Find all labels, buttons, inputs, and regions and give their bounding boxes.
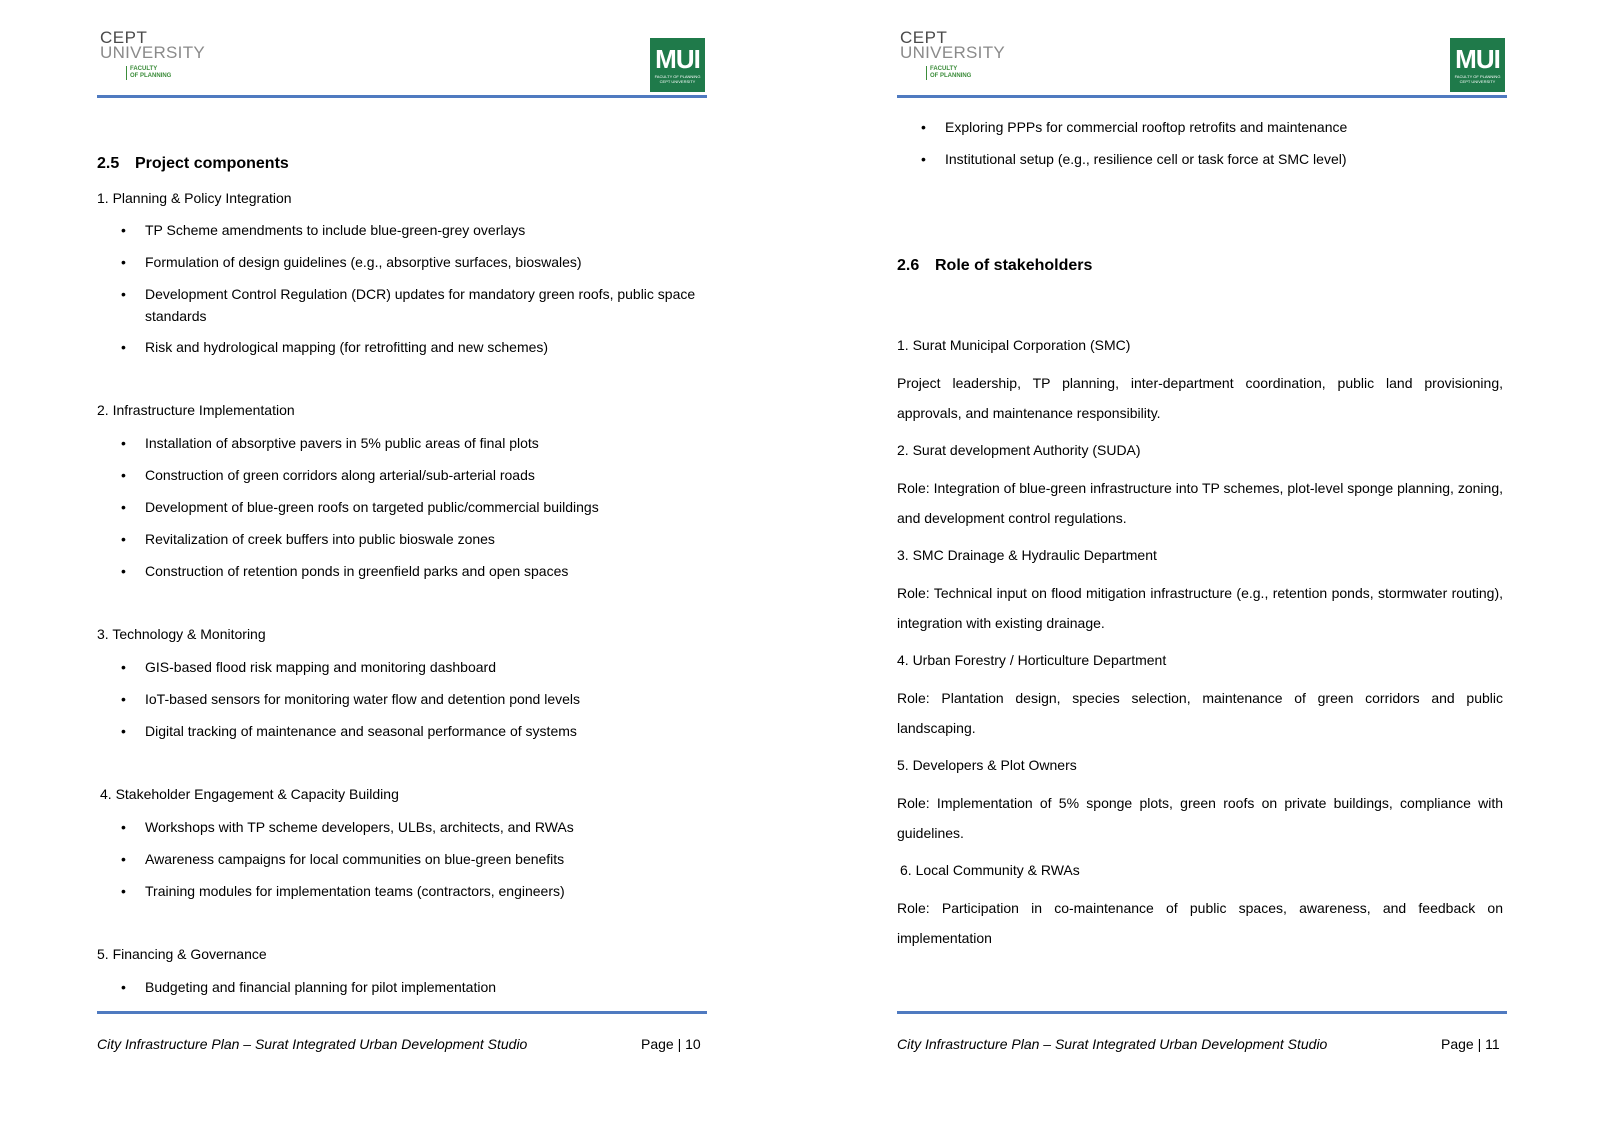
- bullet-icon: •: [121, 222, 126, 238]
- section-heading: [97, 155, 289, 173]
- bullet-icon: •: [121, 563, 126, 579]
- stakeholder-role: Project leadership, TP planning, inter-department coordination, public land provisioning, approvals, and maintenance responsibility.: [897, 375, 1503, 421]
- bullet-icon: •: [121, 286, 126, 302]
- cept-university-logo: [900, 28, 1006, 84]
- stakeholder-role: Role: Implementation of 5% sponge plots, green roofs on private buildings, compliance with guidelines.: [897, 795, 1503, 841]
- list-item-text: TP Scheme amendments to include blue-green-grey overlays: [145, 222, 526, 238]
- mui-logo-text: MUI: [655, 44, 700, 74]
- list-item-text: Digital tracking of maintenance and seasonal performance of systems: [145, 723, 577, 739]
- list-item-text: GIS-based flood risk mapping and monitoring dashboard: [145, 659, 496, 675]
- list-item-text: Formulation of design guidelines (e.g., absorptive surfaces, bioswales): [145, 254, 582, 270]
- list-item-text: IoT-based sensors for monitoring water flow and detention pond levels: [145, 691, 581, 707]
- group-title: 2. Infrastructure Implementation: [97, 402, 295, 418]
- bullet-icon: •: [121, 819, 126, 835]
- list-item-text: Awareness campaigns for local communities on blue-green benefits: [145, 851, 565, 867]
- mui-logo: [1450, 38, 1505, 92]
- section-number: 2.5: [97, 155, 120, 172]
- footer-rule: [897, 1011, 1507, 1014]
- cept-logo-bar: [926, 66, 927, 80]
- list-item-text: Training modules for implementation teams (contractors, engineers): [145, 883, 565, 899]
- bullet-icon: •: [121, 659, 126, 675]
- cept-logo-line2: UNIVERSITY: [900, 43, 1006, 62]
- bullet-icon: •: [121, 339, 126, 355]
- stakeholder-role: Role: Plantation design, species selection, maintenance of green corridors and public landscaping.: [897, 690, 1503, 736]
- cept-logo-bar: [126, 66, 127, 80]
- group-title: 5. Financing & Governance: [97, 946, 267, 962]
- bullet-icon: •: [121, 723, 126, 739]
- cept-logo-line2: UNIVERSITY: [100, 43, 206, 62]
- footer-title: City Infrastructure Plan – Surat Integrated Urban Development Studio: [97, 1036, 528, 1052]
- bullet-icon: •: [121, 531, 126, 547]
- bullet-icon: •: [121, 254, 126, 270]
- list-item-text: Budgeting and financial planning for pilot implementation: [145, 979, 497, 995]
- page-number: Page | 11: [1441, 1036, 1500, 1052]
- list-item-text: Development of blue-green roofs on targeted public/commercial buildings: [145, 499, 599, 515]
- right-page: [800, 0, 1600, 1131]
- cept-logo-faculty: FACULTY OF PLANNING: [130, 66, 172, 79]
- bullet-icon: •: [121, 435, 126, 451]
- bullet-icon: •: [121, 691, 126, 707]
- cept-logo-line1: CEPT: [900, 28, 948, 47]
- footer-title: City Infrastructure Plan – Surat Integrated Urban Development Studio: [897, 1036, 1328, 1052]
- stakeholder-name: 1. Surat Municipal Corporation (SMC): [897, 337, 1131, 353]
- list-item-text: Construction of green corridors along arterial/sub-arterial roads: [145, 467, 535, 483]
- list-item-text: Risk and hydrological mapping (for retrofitting and new schemes): [145, 339, 549, 355]
- bullet-icon: •: [121, 883, 126, 899]
- cept-logo-faculty: FACULTY OF PLANNING: [930, 66, 972, 79]
- mui-logo: [650, 38, 705, 92]
- stakeholder-role: Role: Participation in co-maintenance of public spaces, awareness, and feedback on implementation: [897, 900, 1503, 946]
- mui-logo-text: MUI: [1455, 44, 1500, 74]
- page-number: Page | 10: [641, 1036, 701, 1052]
- mui-logo-subtext: FACULTY OF PLANNING CEPT UNIVERSITY: [1454, 74, 1501, 84]
- footer-rule: [97, 1011, 707, 1014]
- bullet-icon: •: [921, 119, 926, 135]
- group-title: 1. Planning & Policy Integration: [97, 190, 292, 206]
- cept-logo-line1: CEPT: [100, 28, 148, 47]
- mui-logo-subtext: FACULTY OF PLANNING CEPT UNIVERSITY: [654, 74, 701, 84]
- stakeholder-role: Role: Technical input on flood mitigation infrastructure (e.g., retention ponds, stormwater routing), integration with existing drainage.: [897, 585, 1503, 631]
- group-title: 4. Stakeholder Engagement & Capacity Building: [100, 786, 399, 802]
- list-item-text: Installation of absorptive pavers in 5% public areas of final plots: [145, 435, 539, 451]
- list-item-text: Exploring PPPs for commercial rooftop retrofits and maintenance: [945, 119, 1348, 135]
- section-heading: [897, 257, 1092, 275]
- list-item-text: Workshops with TP scheme developers, ULBs, architects, and RWAs: [145, 819, 574, 835]
- bullet-icon: •: [121, 851, 126, 867]
- stakeholder-name: 5. Developers & Plot Owners: [897, 757, 1077, 773]
- stakeholder-role: Role: Integration of blue-green infrastructure into TP schemes, plot-level sponge planning, zoning, and development control regulations.: [897, 480, 1503, 526]
- bullet-icon: •: [121, 979, 126, 995]
- header-rule: [97, 95, 707, 98]
- stakeholder-name: 2. Surat development Authority (SUDA): [897, 442, 1141, 458]
- cept-university-logo: [100, 28, 206, 84]
- list-item-text: Development Control Regulation (DCR) updates for mandatory green roofs, public space standards: [145, 286, 696, 324]
- section-title: Project components: [135, 155, 289, 172]
- header-rule: [897, 95, 1507, 98]
- bullet-icon: •: [921, 151, 926, 167]
- section-number: 2.6: [897, 257, 920, 274]
- bullet-icon: •: [121, 499, 126, 515]
- stakeholder-name: 4. Urban Forestry / Horticulture Department: [897, 652, 1167, 668]
- list-item-text: Revitalization of creek buffers into public bioswale zones: [145, 531, 495, 547]
- bullet-icon: •: [121, 467, 126, 483]
- section-title: Role of stakeholders: [935, 257, 1093, 274]
- stakeholder-name: 3. SMC Drainage & Hydraulic Department: [897, 547, 1157, 563]
- stakeholder-name: 6. Local Community & RWAs: [900, 862, 1080, 878]
- group-title: 3. Technology & Monitoring: [97, 626, 266, 642]
- list-item-text: Institutional setup (e.g., resilience cell or task force at SMC level): [945, 151, 1347, 167]
- list-item-text: Construction of retention ponds in greenfield parks and open spaces: [145, 563, 569, 579]
